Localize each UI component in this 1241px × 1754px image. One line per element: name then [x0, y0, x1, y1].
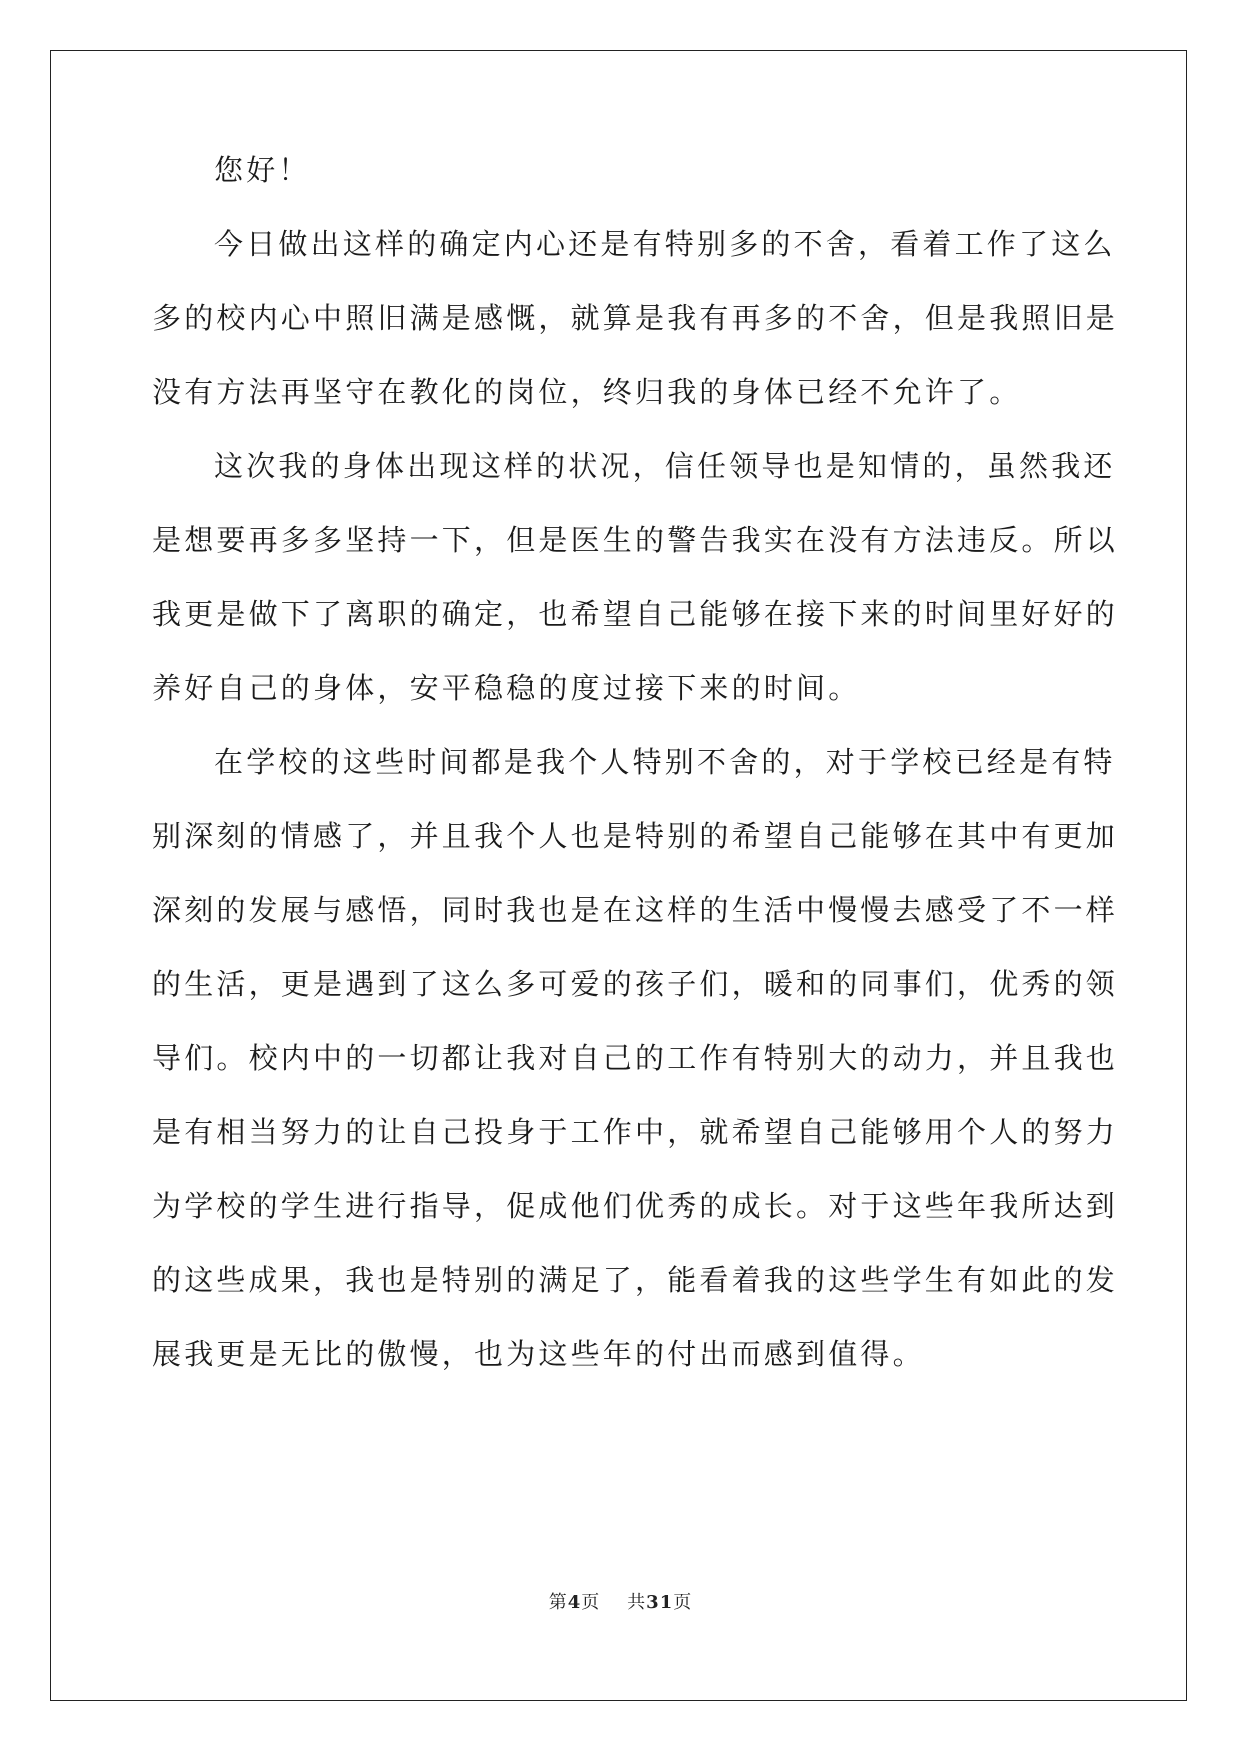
footer-total-suffix: 页 [673, 1592, 693, 1613]
current-page-number: 4 [567, 1592, 582, 1613]
total-page-count: 31 [646, 1592, 674, 1613]
paragraph-3-line-9: 展我更是无比的傲慢，也为这些年的付出而感到值得。 [152, 1337, 925, 1371]
paragraph-2-line-2: 是想要再多多坚持一下，但是医生的警告我实在没有方法违反。所以 [152, 523, 1119, 557]
paragraph-3-line-7: 为学校的学生进行指导，促成他们优秀的成长。对于这些年我所达到 [152, 1189, 1119, 1223]
paragraph-2-line-3: 我更是做下了离职的确定，也希望自己能够在接下来的时间里好好的 [152, 597, 1119, 631]
paragraph-1-line-1: 今日做出这样的确定内心还是有特别多的不舍，看着工作了这么 [214, 227, 1116, 261]
paragraph-3-line-2: 别深刻的情感了，并且我个人也是特别的希望自己能够在其中有更加 [152, 819, 1119, 853]
paragraph-1-line-2: 多的校内心中照旧满是感慨，就算是我有再多的不舍，但是我照旧是 [152, 301, 1119, 335]
paragraph-3-line-4: 的生活，更是遇到了这么多可爱的孩子们，暖和的同事们，优秀的领 [152, 967, 1119, 1001]
greeting: 您好！ [214, 153, 311, 187]
paragraph-3-line-3: 深刻的发展与感悟，同时我也是在这样的生活中慢慢去感受了不一样 [152, 893, 1119, 927]
footer-total-prefix: 共 [627, 1592, 647, 1613]
footer-prefix: 第 [548, 1592, 568, 1613]
paragraph-2-line-4: 养好自己的身体，安平稳稳的度过接下来的时间。 [152, 671, 861, 705]
paragraph-3-line-1: 在学校的这些时间都是我个人特别不舍的，对于学校已经是有特 [214, 745, 1116, 779]
paragraph-3-line-6: 是有相当努力的让自己投身于工作中，就希望自己能够用个人的努力 [152, 1115, 1119, 1149]
page-number-footer [0, 1588, 1241, 1614]
footer-page-suffix: 页 [581, 1592, 601, 1613]
paragraph-3-line-8: 的这些成果，我也是特别的满足了，能看着我的这些学生有如此的发 [152, 1263, 1119, 1297]
paragraph-3-line-5: 导们。校内中的一切都让我对自己的工作有特别大的动力，并且我也 [152, 1041, 1119, 1075]
paragraph-1-line-3: 没有方法再坚守在教化的岗位，终归我的身体已经不允许了。 [152, 375, 1022, 409]
paragraph-2-line-1: 这次我的身体出现这样的状况，信任领导也是知情的，虽然我还 [214, 449, 1116, 483]
